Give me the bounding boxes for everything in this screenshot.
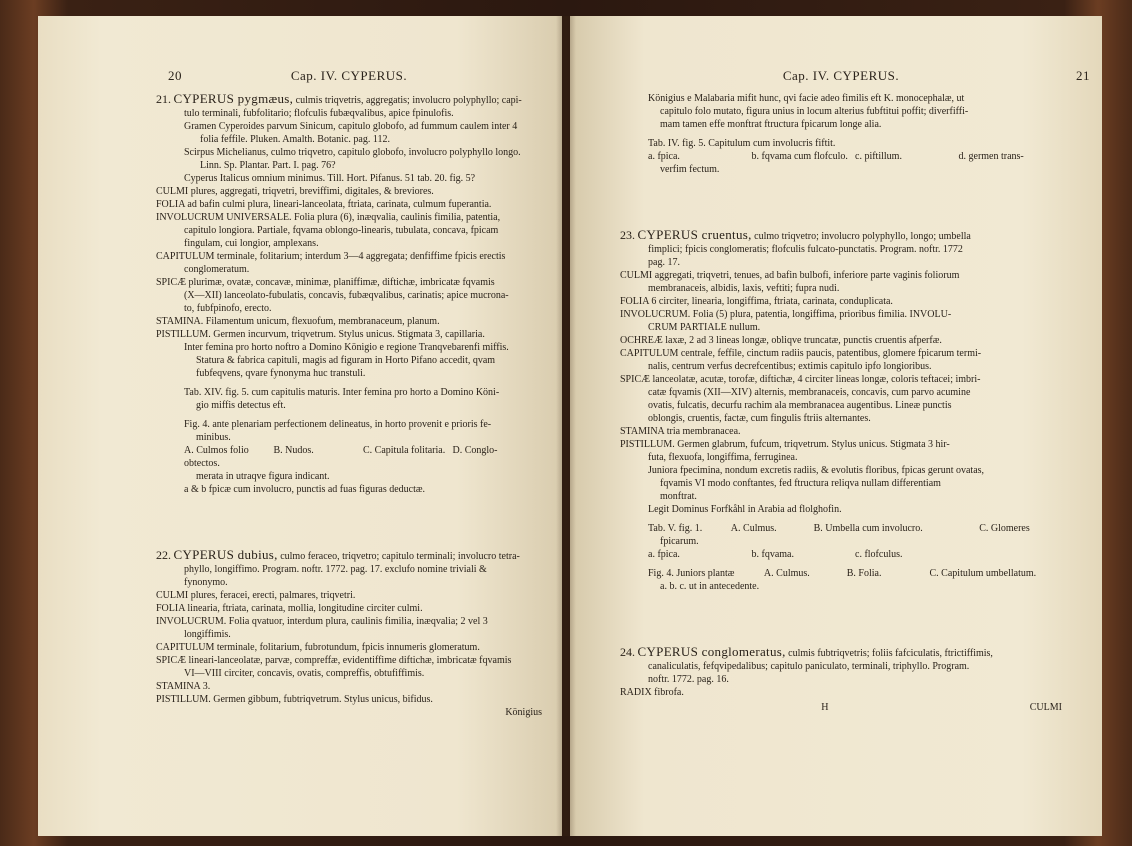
signature-mark: H [821, 702, 829, 713]
page-footer [620, 701, 1062, 714]
species-heading: 24. CYPERUS conglomeratus, culmis fubtriqvetris; foliis fafciculatis, ftrictiffimis, [620, 644, 993, 659]
species-24: 24. CYPERUS conglomeratus, culmis fubtriqvetris; foliis fafciculatis, ftrictiffimis, canaliculatis, fefqvipedalibus; capitulo paniculato, terminali, triphyllo. Program. noftr. 1772. pag. 16. RADIX fibrofa. H CULMI [620, 644, 1062, 713]
left-running-head [156, 68, 542, 92]
catchword: Königius [505, 707, 542, 718]
left-page [38, 16, 562, 836]
left-chapter-title: Cap. IV. CYPERUS. [290, 68, 408, 83]
species-heading: 21. CYPERUS pygmæus, culmis triqvetris, aggregatis; involucro polyphyllo; capi- [156, 91, 522, 106]
legend-row: Fig. 4. Juniors plantæ A. Culmus. B. Folia. C. Capitulum umbellatum. [648, 568, 1037, 579]
species-heading: 23. CYPERUS cruentus, culmo triqvetro; involucro polyphyllo, longo; umbella [620, 227, 971, 242]
book-gutter [556, 16, 576, 836]
species-22: 22. CYPERUS dubius, culmo feraceo, triqvetro; capitulo terminali; involucro tetra- phyllo, longiffimo. Program. noftr. 1772. pag. 17. exclufo nomine triviali & fynonymo. CULMI plures, feracei, erecti, palmares, triqvetri. FOLIA linearia, ftriata, carinata, mollia, longitudine circiter culmi. INVOLUCRUM. Folia qvatuor, interdum plura, caulinis fimilia, inæqvalia; 2 vel 3 longiffimis. CAPITULUM terminale, folitarium, fubrotundum, fpicis innumeris glomeratum. SPICÆ lineari-lanceolatæ, parvæ, compreffæ, evidentiffime diftichæ, imbricatæ fqvamis VI—VIII circiter, concavis, ovatis, compreffis, obtufiffimis. STAMINA 3. PISTILLUM. Germen gibbum, fubtriqvetrum. Stylus unicus, bifidus. Königius [156, 547, 542, 718]
right-chapter-title: Cap. IV. CYPERUS. [782, 68, 900, 83]
species-heading: 22. CYPERUS dubius, culmo feraceo, triqvetro; capitulo terminali; involucro tetra- [156, 547, 520, 562]
legend-row: Tab. V. fig. 1. A. Culmus. B. Umbella cum involucro. C. Glomeres [648, 523, 1030, 534]
species-21: 21. CYPERUS pygmæus, culmis triqvetris, aggregatis; involucro polyphyllo; capi- tulo terminali, fubfolitario; flofculis fubæqvalibus, apice fpinulofis. Gramen Cyperoides parvum Sinicum, capitulo globofo, ad fummum caulem inter 4 folia feffile. Pluken. Amalth. Botanic. pag. 112. Scirpus Michelianus, culmo triqvetro, capitulo globofo, involucro polyphyllo longo. Linn. Sp. Plantar. Part. I. pag. 76? Cyperus Italicus omnium minimus. Till. Hort. Pifanus. 51 tab. 20. fig. 5? CULMI plures, aggregati, triqvetri, breviffimi, digitales, & breviores. FOLIA ad bafin culmi plura, lineari-lanceolata, ftriata, carinata, culmum fuperantia. INVOLUCRUM UNIVERSALE. Folia plura (6), inæqvalia, caulinis fimilia, patentia, capitulo longiora. Partiale, fqvama oblongo-linearis, tubulata, concava, fpicam fingulam, cui longior, amplexans. CAPITULUM terminale, folitarium; interdum 3—4 aggregata; denfiffime fpicis erectis conglomeratum. SPICÆ plurimæ, ovatæ, concavæ, minimæ, planiffimæ, diftichæ, imbricatæ fqvamis (X—XII) lanceolato-fubulatis, concavis, fubæqvalibus, carinatis; apice mucrona- to, fubfpinofo, erecto. STAMINA. Filamentum unicum, flexuofum, membranaceum, planum. PISTILLUM. Germen incurvum, triqvetrum. Stylus unicus. Stigmata 3, capillaria. Inter femina pro horto noftro a Domino Königio e regione Tranqvebarenfi miffis. Statura & fabrica capituli, magis ad figuram in Horto Pifano accedit, qvam fubfeqvens, qvare fynonyma huc transtuli. Tab. XIV. fig. 5. cum capitulis maturis. Inter femina pro horto a Domino Köni- gio miffis detectus eft. Fig. 4. ante plenariam perfectionem delineatus, in horto provenit e prioris fe- minibus. A. Culmos folio obtectos. B. Nudos. C. Capitula folitaria. D. Conglo- merata in utraqve figura indicant. a & b fpicæ cum involucro, punctis ad fuas figuras deductæ. [156, 92, 542, 496]
right-running-head [620, 68, 1090, 92]
continuation-22: Königius e Malabaria mifit hunc, qvi facie adeo fimilis eft K. monocephalæ, ut capitulo folo mutato, figura unius in locum alterius fubftitui poffit; diverfiffi- mam tamen effe monftrat ftructura fpicarum longe alia. Tab. IV. fig. 5. Capitulum cum involucris fiftit. a. fpica. b. fqvama cum flofculo. c. piftillum. d. germen trans- verfim fectum. [620, 92, 1062, 176]
legend-row: a. fpica. b. fqvama cum flofculo. c. piftillum. d. germen trans- [648, 151, 1024, 162]
species-23: 23. CYPERUS cruentus, culmo triqvetro; involucro polyphyllo, longo; umbella fimplici; fpicis conglomeratis; flofculis fulcato-punctatis. Program. noftr. 1772 pag. 17. CULMI aggregati, triqvetri, tenues, ad bafin bulbofi, inferiore parte vaginis foliorum membranaceis, albidis, laxis, veftiti; fupra nudi. FOLIA 6 circiter, linearia, longiffima, ftriata, carinata, conduplicata. INVOLUCRUM. Folia (5) plura, patentia, longiffima, prioribus fimilia. INVOLU- CRUM PARTIALE nullum. OCHREÆ laxæ, 2 ad 3 lineas longæ, obliqve truncatæ, punctis cruentis afperfæ. CAPITULUM centrale, feffile, cinctum radiis paucis, patentibus, glomere fpicarum termi- nalis, centrum verfus decrefcentibus; extimis capitulo ipfo longioribus. SPICÆ lanceolatæ, acutæ, torofæ, diftichæ, 4 circiter lineas longæ, coloris teftacei; imbri- catæ fqvamis (XII—XIV) alternis, membranaceis, concavis, cum parvo acumine ovatis, fulcatis, decurfu rachim ala membranacea augentibus. Lineæ punctis oblongis, cruentis, factæ, cum fingulis ftriis alternantes. STAMINA tria membranacea. PISTILLUM. Germen glabrum, fufcum, triqvetrum. Stylus unicus. Stigmata 3 hir- futa, flexuofa, longiffima, ferruginea. Juniora fpecimina, nondum excretis radiis, & evolutis floribus, fpicas gerunt ovatas, fqvamis VI modo conftantes, fed ftructura reliqva nullam differentiam monftrat. Legit Dominus Forfkåhl in Arabia ad flolghofin. Tab. V. fig. 1. A. Culmus. B. Umbella cum involucro. C. Glomeres fpicarum. a. fpica. b. fqvama. c. flofculus. Fig. 4. Juniors plantæ A. Culmus. B. Folia. C. Capitulum umbellatum. a. b. c. ut in antecedente. [620, 228, 1062, 593]
right-page [570, 16, 1102, 836]
legend-row: a. fpica. b. fqvama. c. flofculus. [648, 549, 903, 560]
right-page-number: 21 [1076, 68, 1090, 83]
legend-row: A. Culmos folio obtectos. B. Nudos. C. Capitula folitaria. D. Conglo- [184, 445, 498, 469]
left-page-number: 20 [168, 68, 182, 83]
catchword: CULMI [1029, 702, 1062, 713]
